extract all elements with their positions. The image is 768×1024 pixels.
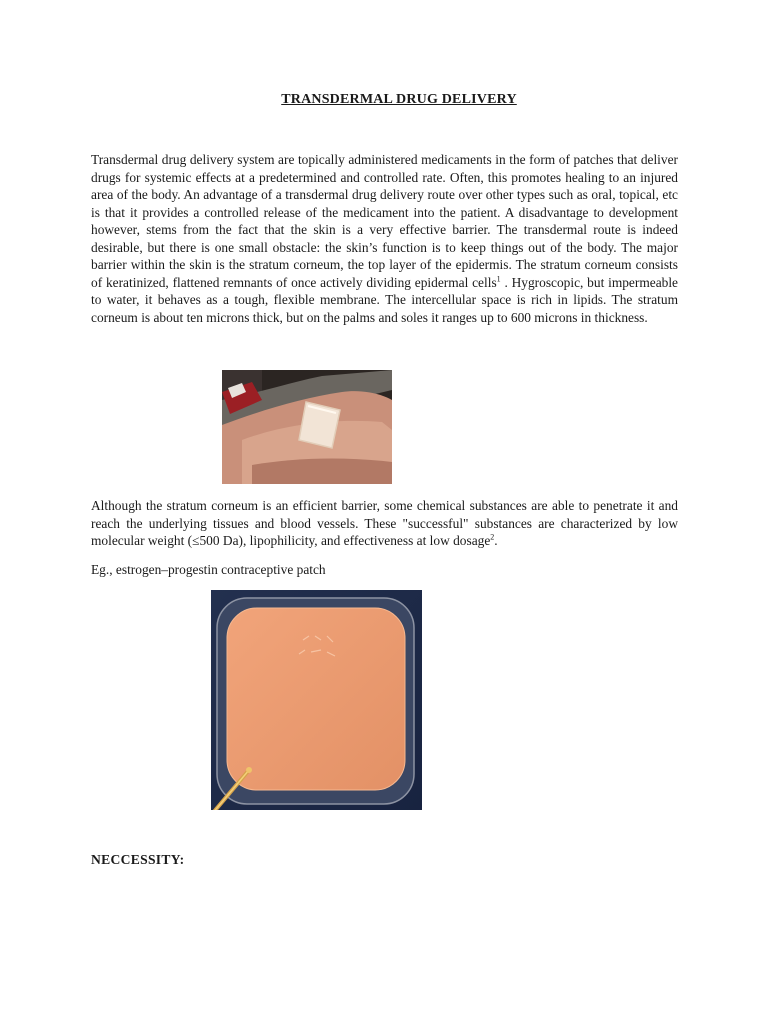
barrier-paragraph-text: Although the stratum corneum is an efficient barrier, some chemical substances are able to penetrate it and reach the underlying tissues and blood vessels. These "successful" substances are characterized by low molecular weight (≤500 Da), lipophilicity, and effectiveness at low dosage (91, 498, 678, 548)
intro-paragraph-text-end: . Hygroscopic, but impermeable to water, it behaves as a tough, flexible membrane. The intercellular space is rich in lipids. The stratum corneum is about ten microns thick, but on the palms and soles it ranges up to 600 microns in thickness. (91, 274, 678, 325)
example-caption: Eg., estrogen–progestin contraceptive patch (91, 562, 326, 577)
intro-paragraph (91, 151, 678, 326)
arm-patch-photo (222, 370, 392, 484)
barrier-paragraph-text-end: . (494, 533, 498, 548)
footnote-ref-2: 2 (490, 532, 495, 542)
intro-paragraph-text: Transdermal drug delivery system are topically administered medicaments in the form of patches that deliver drugs for systemic effects at a predetermined and controlled rate. Often, this promotes healing to an injured area of the body. An advantage of a transdermal drug delivery route over other types such as oral, topical, etc is that it provides a controlled release of the medicament into the patient. A disadvantage to development however, stems from the fact that the skin is a very effective barrier. The transdermal route is indeed desirable, but there is one small obstacle: the skin’s function is to keep things out of the body. The major barrier within the skin is the stratum corneum, the top layer of the epidermis. The stratum corneum consists of keratinized, flattened remnants of once actively dividing epidermal cells (91, 152, 678, 290)
document-title: TRANSDERMAL DRUG DELIVERY (281, 92, 517, 107)
footnote-ref-1: 1 (496, 274, 501, 284)
barrier-paragraph (91, 497, 678, 550)
contraceptive-patch-photo (211, 590, 422, 810)
section-heading-necessity: NECCESSITY: (91, 852, 185, 867)
